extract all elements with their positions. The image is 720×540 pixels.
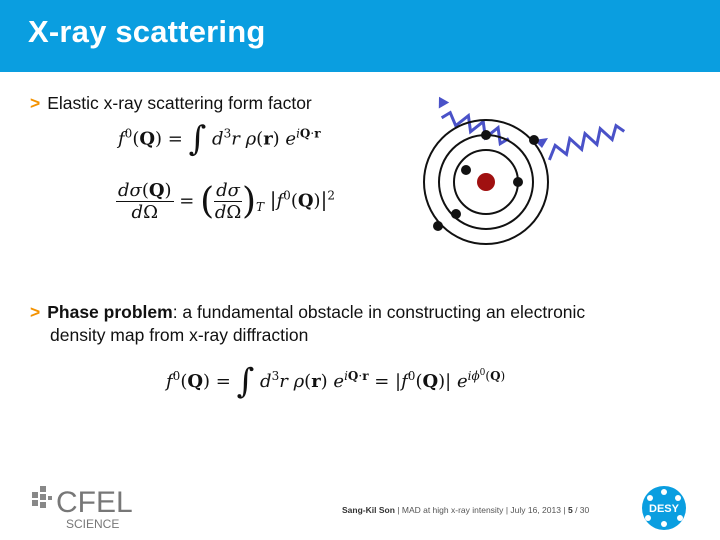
footer-date: July 16, 2013 xyxy=(510,505,561,515)
equation-cross-section: $\frac{d\sigma(Q)}{d\Omega}$ = ( $\frac{d\sigma}{d\Omega}$ )$_T$ $|f^0(Q)|^2$ xyxy=(118,180,335,223)
footer-total: / 30 xyxy=(575,505,590,515)
electron xyxy=(513,177,523,187)
cfel-mark-icon xyxy=(28,480,138,532)
scattered-wave-arrowhead xyxy=(434,94,449,109)
desy-text: DESY xyxy=(649,503,679,515)
electron xyxy=(451,209,461,219)
incident-wave xyxy=(545,122,625,160)
electron xyxy=(529,135,539,145)
footer-page: 5 xyxy=(567,505,573,515)
bullet-text-line2: density map from x-ray diffraction xyxy=(50,325,309,345)
atom-diagram xyxy=(408,92,638,252)
nucleus xyxy=(477,173,495,191)
electron xyxy=(481,130,491,140)
title-bar xyxy=(0,0,720,72)
bullet-text-line1: : a fundamental obstacle in constructing an electronic xyxy=(172,302,586,322)
electron xyxy=(433,221,443,231)
bullet-marker: > xyxy=(30,302,41,322)
electron xyxy=(461,165,471,175)
cfel-text: CFEL xyxy=(56,486,133,519)
scattered-wave xyxy=(441,107,511,146)
bullet-form-factor xyxy=(30,92,312,115)
bullet-phase-problem xyxy=(30,301,585,347)
footer-author: Sang-Kil Son xyxy=(342,505,395,515)
equation-form-factor: $f^0(Q)$ = ∫ $d^3r$ ρ(r) $e^{iQ\cdot r}$ xyxy=(118,119,321,159)
bullet-bold-text: Phase problem xyxy=(47,302,173,322)
footer-talk: MAD at high x-ray intensity xyxy=(401,505,504,515)
equation-phase: $f^0(Q)$ = ∫ $d^3r$ ρ(r) $e^{iQ\cdot r} = |f^0(Q)|$ $e^{i\phi^0(Q)}$ xyxy=(166,361,506,402)
bullet-text: Elastic x-ray scattering form factor xyxy=(47,93,312,113)
cfel-logo xyxy=(28,480,138,537)
desy-logo xyxy=(636,484,692,537)
footer: Sang-Kil Son | MAD at high x-ray intensity | July 16, 2013 | 5 / 30 xyxy=(342,505,590,515)
slide-title: X-ray scattering xyxy=(28,14,266,49)
bullet-marker: > xyxy=(30,93,41,113)
desy-mark-icon xyxy=(636,484,692,532)
cfel-science-text: SCIENCE xyxy=(66,517,120,531)
